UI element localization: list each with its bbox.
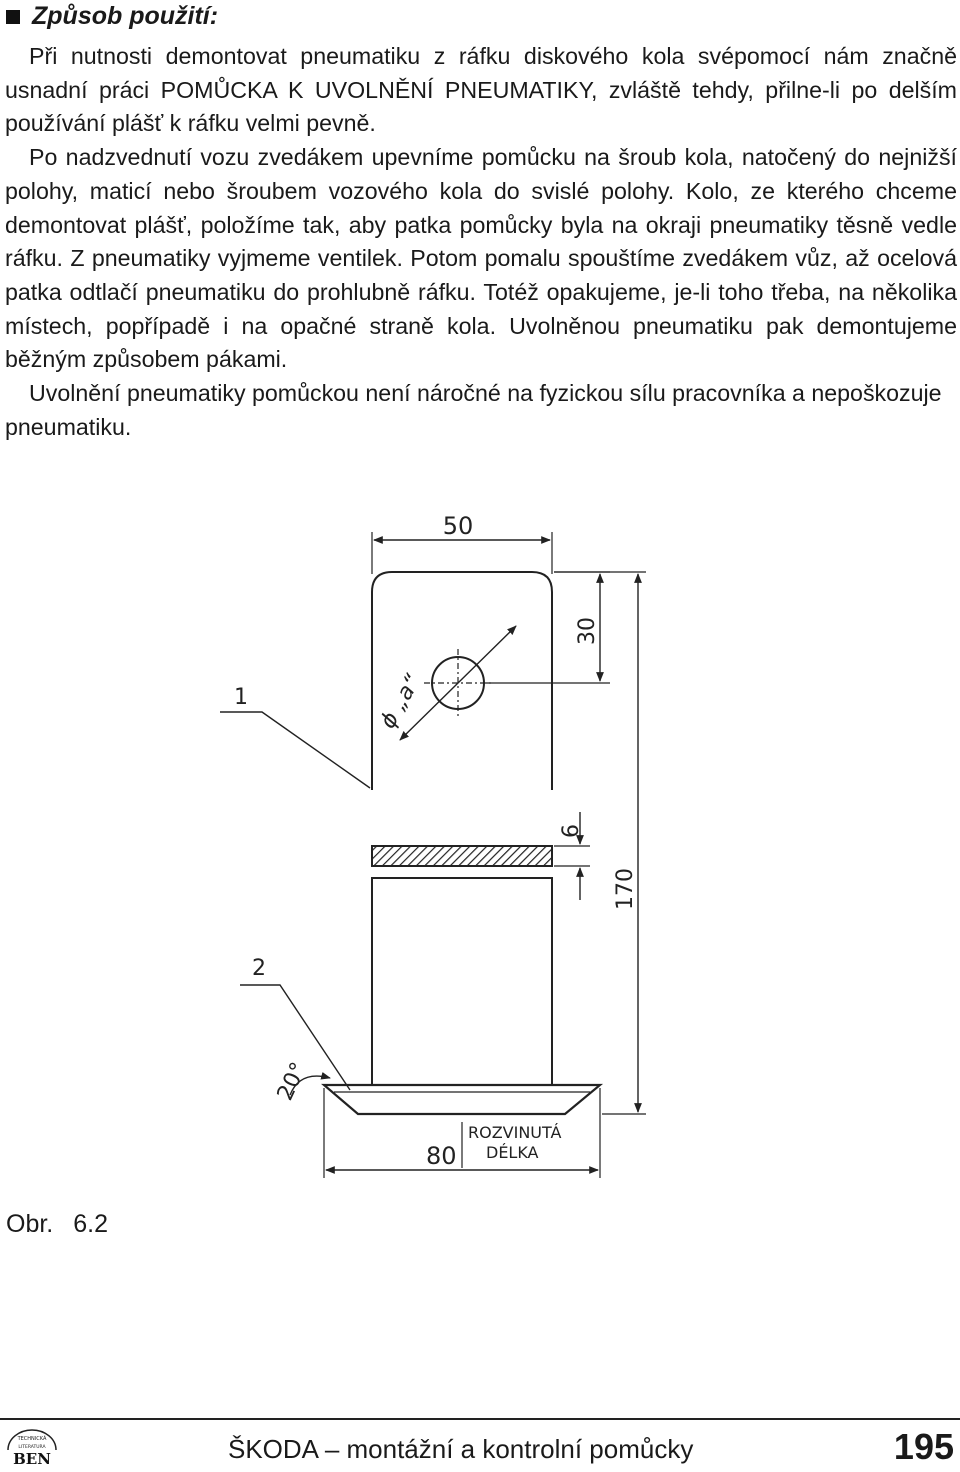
page-number: 195: [893, 1426, 954, 1467]
callout-label-2: 2: [252, 956, 266, 981]
tool-lower-body: [372, 878, 552, 1085]
dim-length-label: 170: [613, 868, 638, 910]
dim-thickness-label: 6: [559, 824, 584, 838]
dim-base-label: 80: [426, 1142, 457, 1170]
technical-drawing: [0, 490, 960, 1190]
hole-diameter-label: ϕ „a“: [375, 670, 427, 733]
section-heading-text: Způsob použití:: [32, 2, 219, 30]
paragraph: Po nadzvednutí vozu zvedákem upevníme pomůcku na šroub kola, natočený do nejnižší polohy, maticí nebo šroubem vozového kola do svislé polohy. Kolo, ze kterého chceme demontovat plášť, položíme tak, aby patka pomůcky byla na okraji pneumatiky těsně vedle ráfku. Z pneumatiky vyjmeme ventilek. Potom pomalu spouštíme zvedákem vůz, až ocelová patka odtlačí pneumatiku do prohlubně ráfku. Totéž opakujeme, je-li toho třeba, na několika místech, popřípadě i na opačné straně kola. Uvolněnou pneumatiku pak demontujeme běžným způsobem pákami.: [5, 144, 957, 373]
figure-caption: [6, 1210, 108, 1239]
note-line-2: DÉLKA: [486, 1143, 539, 1162]
dim-hole-offset-label: 30: [575, 617, 600, 645]
logo-bottom-text: LITERATURA: [18, 1445, 46, 1450]
tool-foot: [324, 1085, 600, 1114]
dim-width-label: 50: [442, 512, 474, 540]
plate-section: [372, 846, 552, 866]
bullet-square-icon: [6, 10, 20, 24]
dim-angle-label: 20°: [272, 1058, 312, 1105]
running-title: ŠKODA – montážní a kontrolní pomůcky: [228, 1434, 694, 1464]
footer-divider: [0, 1418, 960, 1420]
body-text: [5, 40, 957, 444]
paragraph: Při nutnosti demontovat pneumatiku z ráfku diskového kola svépomocí nám značně usnadní práci POMŮCKA K UVOLNĚNÍ PNEUMATIKY, zvláště tehdy, přilne-li po delším používání plášť k ráfku velmi pevně.: [5, 43, 957, 137]
paragraph: Uvolnění pneumatiky pomůckou není náročné na fyzickou sílu pracovníka a nepoškozuje pneumatiku.: [5, 380, 942, 440]
caption-prefix: Obr.: [6, 1210, 54, 1238]
section-heading: [6, 2, 218, 31]
note-line-1: ROZVINUTÁ: [468, 1123, 562, 1142]
callout-label-1: 1: [234, 685, 248, 710]
caption-number: 6.2: [73, 1210, 109, 1238]
callout-leader-1: [220, 712, 370, 788]
logo-top-text: TECHNICKÁ: [17, 1436, 47, 1442]
publisher-logo-icon: [4, 1428, 60, 1468]
logo-main-text: BEN: [13, 1450, 51, 1468]
